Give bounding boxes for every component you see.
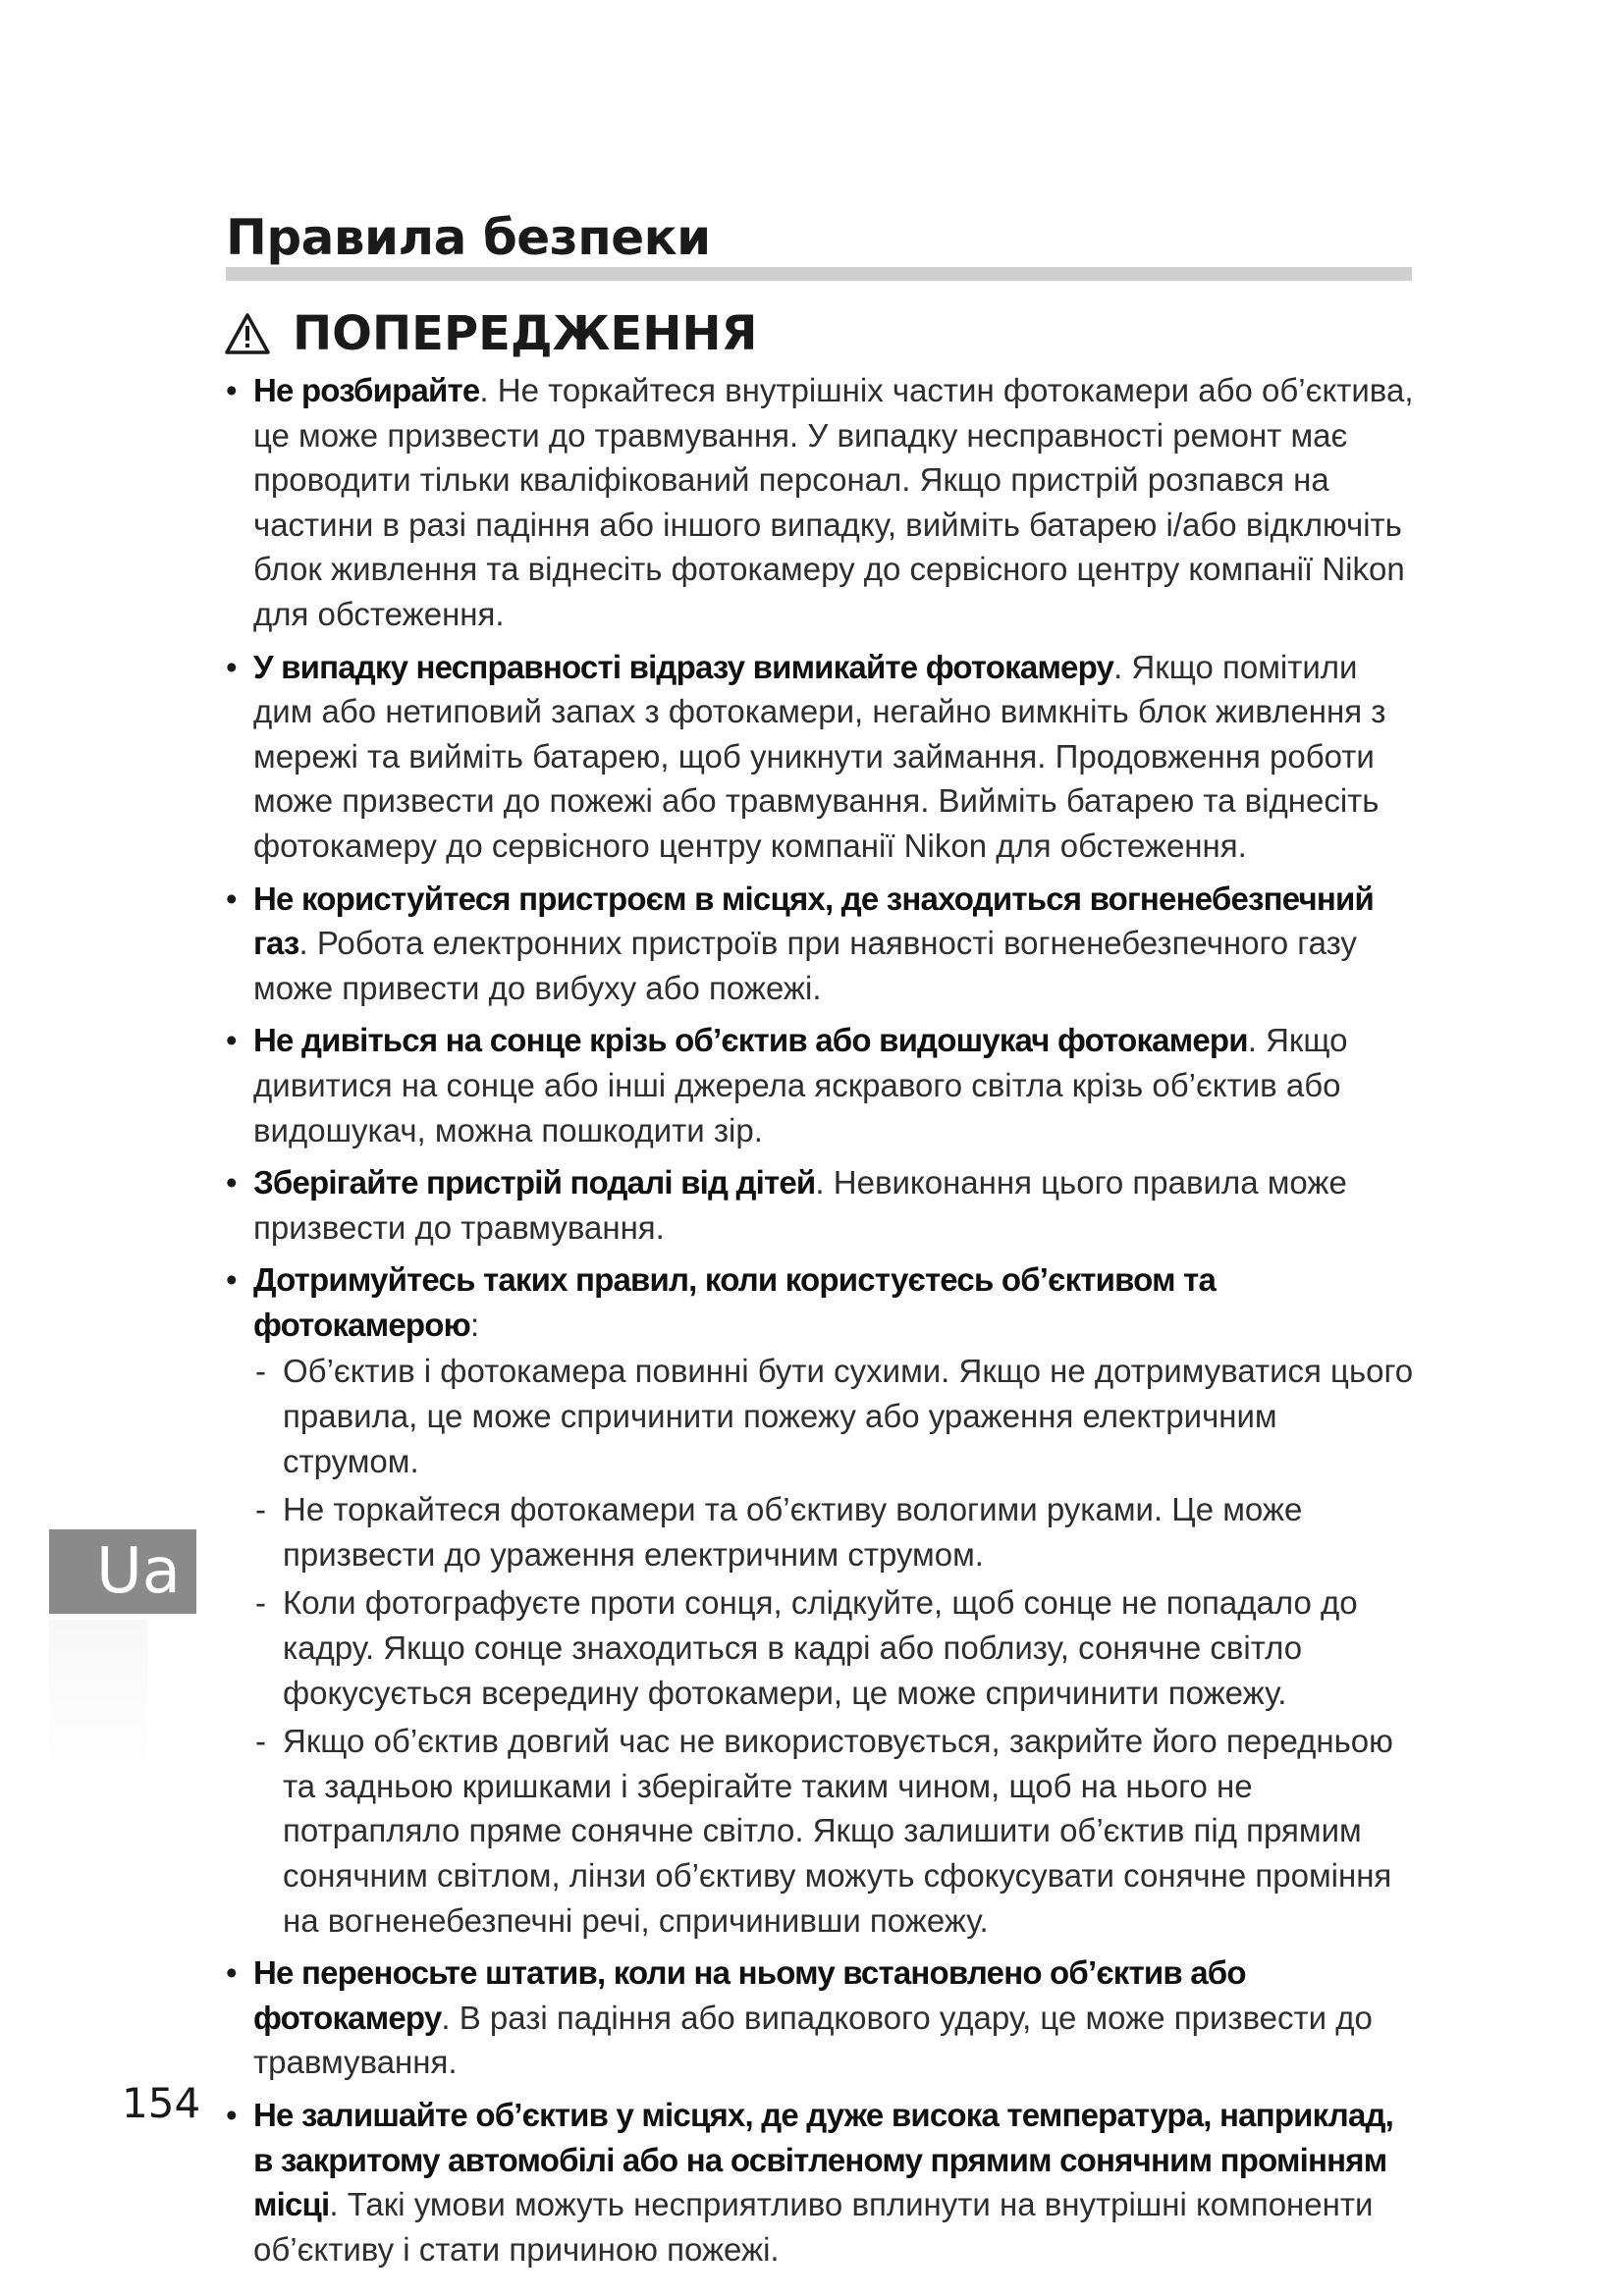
bullet-item: [226, 368, 1419, 637]
sub-item: - Не торкайтеся фотокамери та об’єктиву вологими руками. Це може призвести до ураження електричним струмом.: [253, 1487, 1419, 1576]
sub-list: [253, 1349, 1419, 1943]
warning-heading-text: ПОПЕРЕДЖЕННЯ: [293, 306, 758, 361]
bullet-text: . Робота електронних пристроїв при наявності вогненебезпечного газу може привести до вибуху або пожежі.: [253, 925, 1357, 1006]
sub-item: - Якщо об’єктив довгий час не використовується, закрийте його передньою та задньою кришками і зберігайте таким чином, щоб на нього не потрапляло пряме сонячне світло. Якщо залишити об’єктив під прямим сонячним світлом, лінзи об’єктиву можуть сфокусувати сонячне проміння на вогненебезпечні речі, спричинивши пожежу.: [253, 1719, 1419, 1943]
sub-item: - Коли фотографуєте проти сонця, слідкуйте, щоб сонце не попадало до кадру. Якщо сонце знаходиться в кадрі або поблизу, сонячне світло фокусується всередину фотокамери, це може спричинити пожежу.: [253, 1580, 1419, 1715]
bullet-lead: Зберігайте пристрій подалі від дітей: [253, 1164, 816, 1201]
page-number: 154: [122, 2079, 201, 2127]
bullet-item: [226, 1160, 1419, 1250]
language-tab-shadow: [49, 1620, 147, 1767]
bullet-item: [226, 645, 1419, 869]
sub-item: - Об’єктив і фотокамера повинні бути сухими. Якщо не дотримуватися цього правила, це може спричинити пожежу або ураження електричним струмом.: [253, 1349, 1419, 1483]
bullet-lead: Не користуйтеся пристроєм в місцях, де знаходиться вогненебезпечний газ: [253, 880, 1374, 962]
bullet-lead: Не переносьте штатив, коли на ньому встановлено об’єктив або фотокамеру: [253, 1954, 1246, 2036]
bullet-item: [226, 2093, 1419, 2271]
warning-triangle-icon: [224, 312, 271, 355]
bullet-item: [226, 877, 1419, 1011]
bullet-item: [226, 1950, 1419, 2085]
bullet-text: . Якщо дивитися на сонце або інші джерела яскравого світла крізь об’єктив або видошукач, можна пошкодити зір.: [253, 1022, 1348, 1148]
bullet-lead: Не розбирайте: [253, 372, 480, 408]
bullet-item: [226, 1018, 1419, 1152]
title-underline: [226, 267, 1412, 281]
page-title: Правила безпеки: [226, 209, 711, 266]
bullet-lead: Не дивіться на сонце крізь об’єктив або видошукач фотокамери: [253, 1022, 1248, 1059]
bullet-lead: Не залишайте об’єктив у місцях, де дуже висока температура, наприклад, в закритому автомобілі або на освітленому прямим сонячним промінням місці: [253, 2096, 1394, 2223]
language-tab: Ua: [49, 1529, 196, 1614]
bullet-text: . В разі падіння або випадкового удару, це може призвести до травмування.: [253, 1999, 1373, 2081]
bullet-text: . Такі умови можуть несприятливо вплинути на внутрішні компоненти об’єктиву і стати причиною пожежі.: [253, 2186, 1374, 2268]
safety-content: [226, 368, 1419, 2279]
bullet-text: . Не торкайтеся внутрішніх частин фотокамери або об’єктива, це може призвести до травмування. У випадку несправності ремонт має проводити тільки кваліфікований персонал. Якщо пристрій розпався на частини в разі падіння або іншого випадку, вийміть батарею і/або відключіть блок живлення та віднесіть фотокамеру до сервісного центру компанії Nikon для обстеження.: [253, 372, 1414, 632]
bullet-text: :: [470, 1306, 480, 1343]
bullet-lead: Дотримуйтесь таких правил, коли користуєтесь об’єктивом та фотокамерою: [253, 1261, 1217, 1343]
bullet-text: . Невиконання цього правила може призвести до травмування.: [253, 1164, 1347, 1246]
bullet-item: [226, 1257, 1419, 1943]
bullet-lead: У випадку несправності відразу вимикайте фотокамеру: [253, 648, 1114, 685]
warning-heading: [224, 306, 758, 361]
bullet-text: . Якщо помітили дим або нетиповий запах з фотокамери, негайно вимкніть блок живлення з мережі та вийміть батарею, щоб уникнути займання. Продовження роботи може призвести до пожежі або травмування. Вийміть батарею та віднесіть фотокамеру до сервісного центру компанії Nikon для обстеження.: [253, 648, 1386, 864]
